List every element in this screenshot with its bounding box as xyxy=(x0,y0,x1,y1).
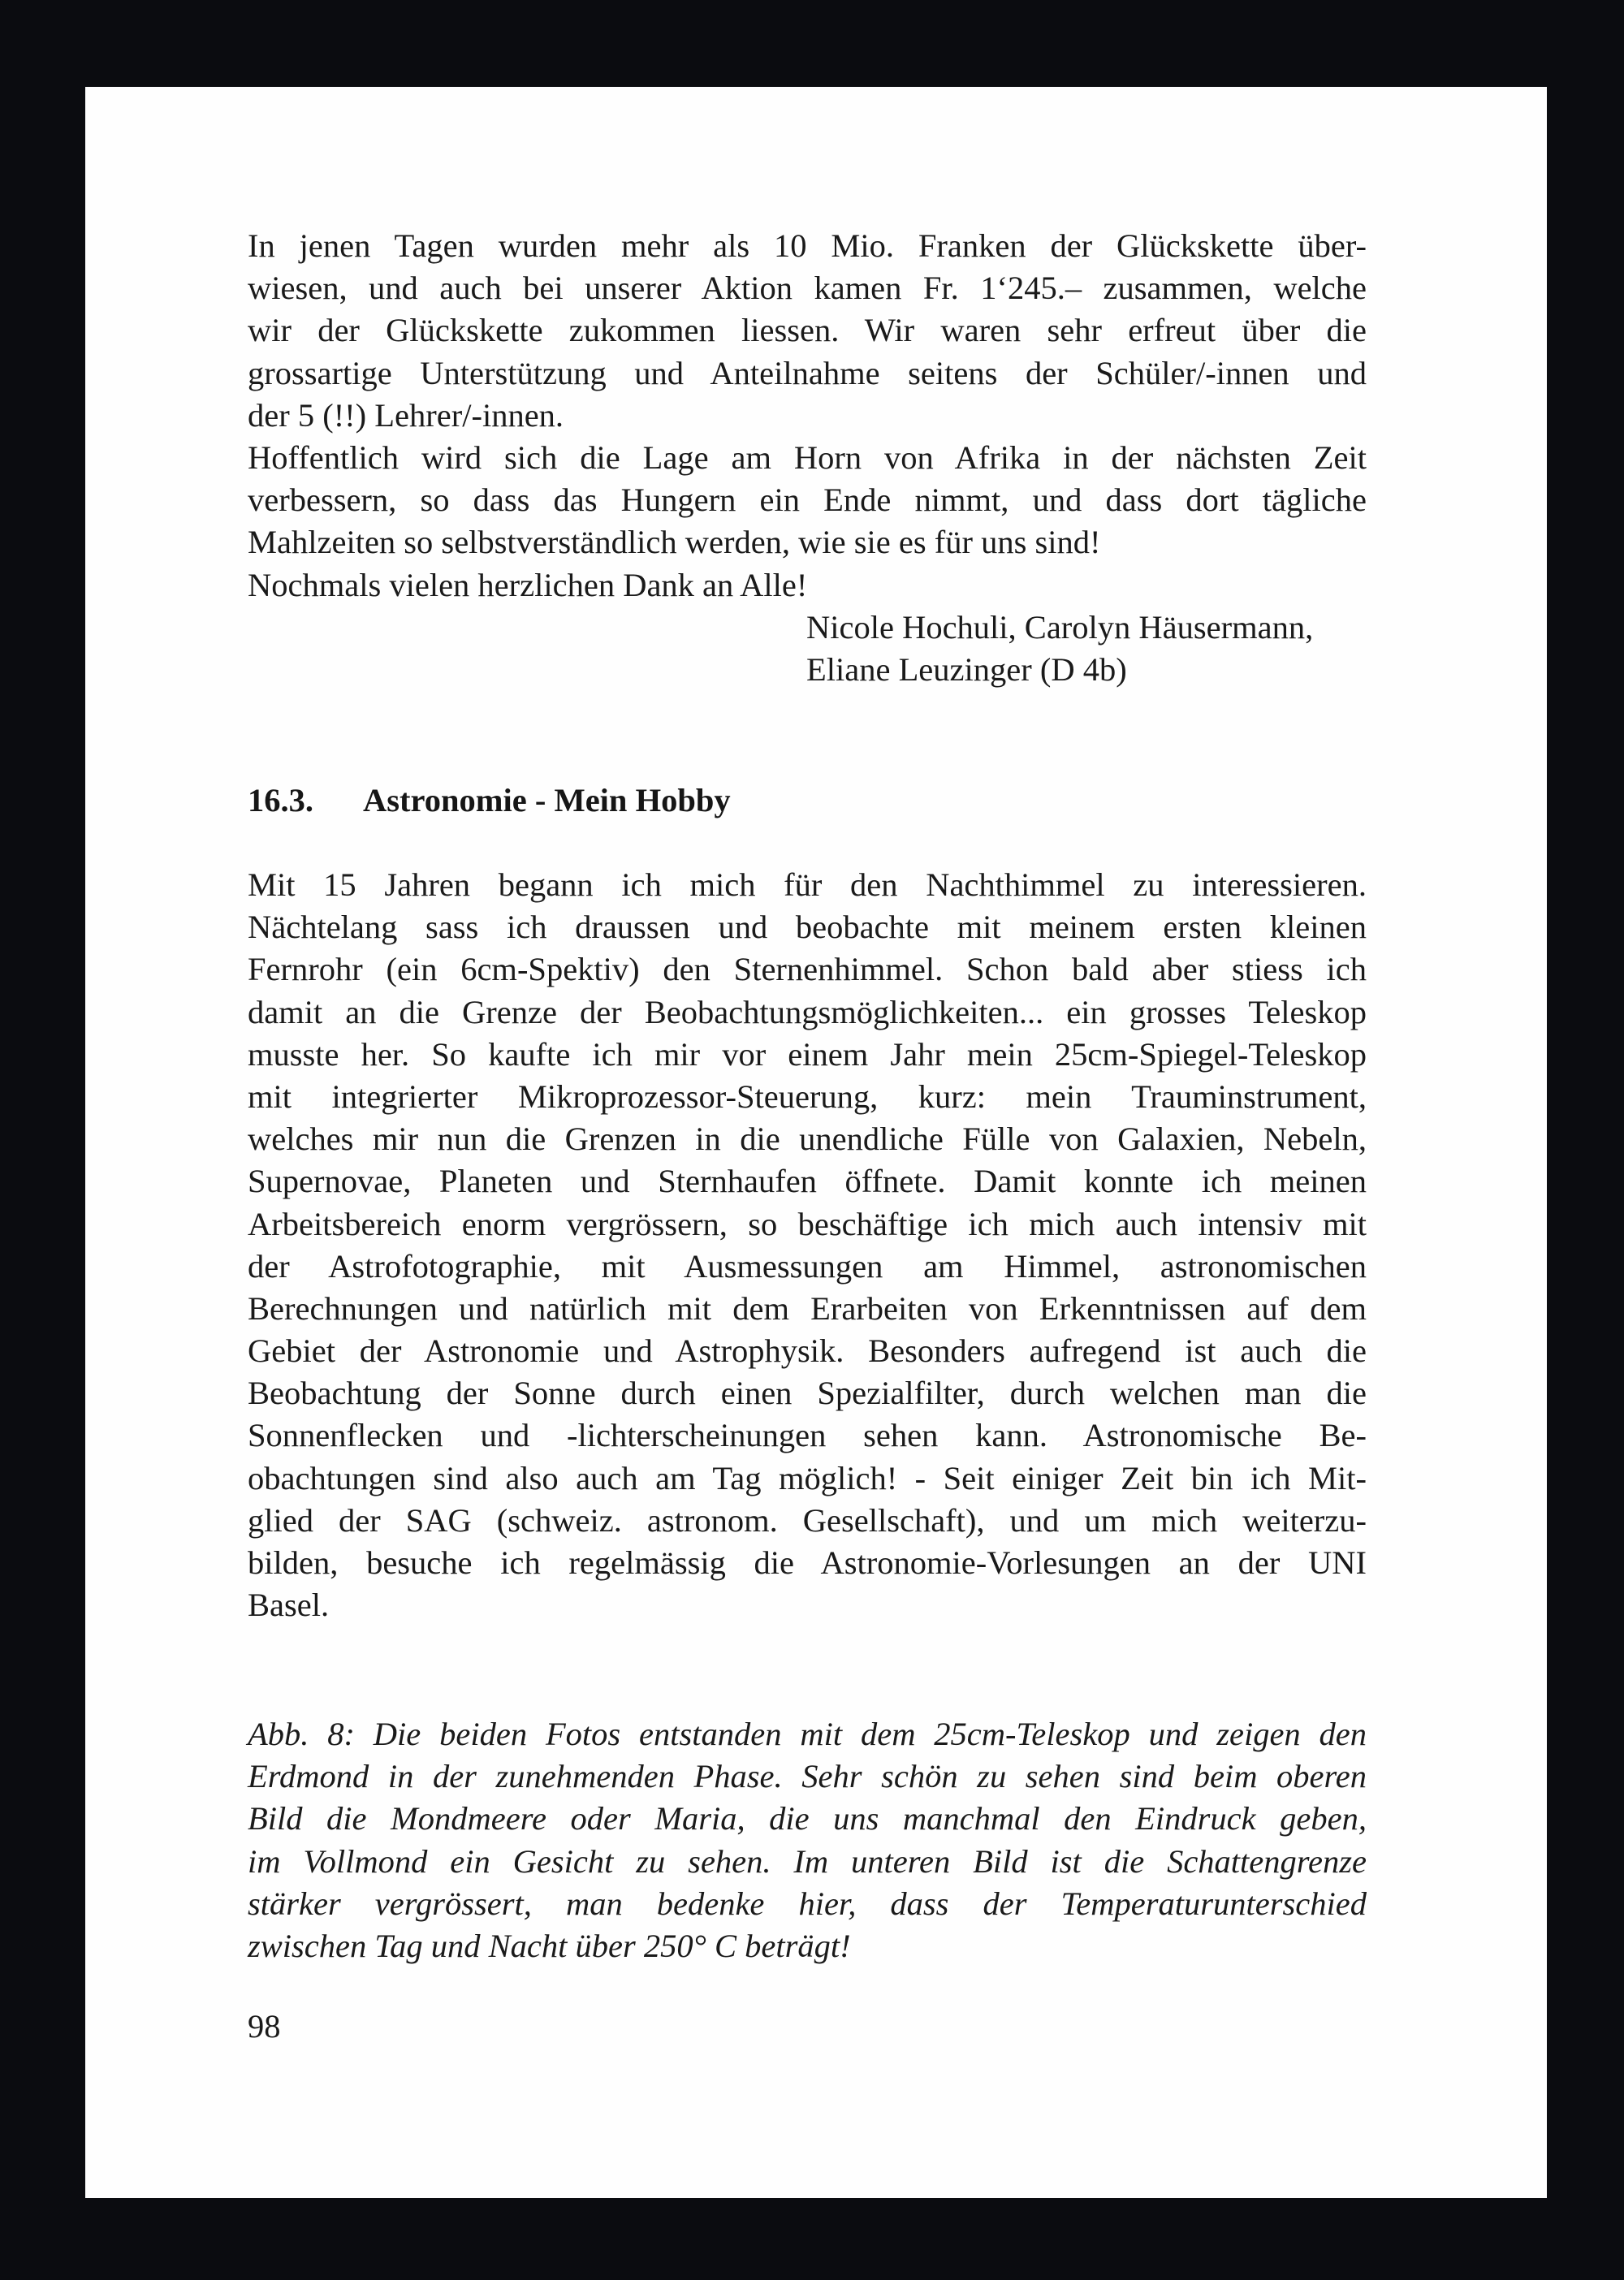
text-line: bilden, besuche ich regelmässig die Astronomie-Vorlesungen an der UNI xyxy=(248,1544,1367,1581)
text-line: Sonnenflecken und -lichterscheinungen sehen kann. Astronomische Be- xyxy=(248,1417,1367,1454)
text-line: obachtungen sind also auch am Tag möglich! - Seit einiger Zeit bin ich Mit- xyxy=(248,1459,1367,1496)
signature-block xyxy=(806,607,1313,691)
text-line: Basel. xyxy=(248,1587,330,1624)
text-line: der Astrofotographie, mit Ausmessungen am Himmel, astronomischen xyxy=(248,1247,1367,1285)
text-line: musste her. So kaufte ich mir vor einem Jahr mein 25cm-Spiegel-Teleskop xyxy=(248,1035,1367,1073)
text-line: Supernovae, Planeten und Sternhaufen öffnete. Damit konnte ich meinen xyxy=(248,1163,1367,1200)
text-line: wir der Glückskette zukommen liessen. Wir waren sehr erfreut über die xyxy=(248,312,1367,349)
caption-line: im Vollmond ein Gesicht zu sehen. Im unteren Bild ist die Schattengrenze xyxy=(248,1842,1367,1880)
paragraph-astronomy-hobby xyxy=(248,864,1367,1626)
text-line: Nächtelang sass ich draussen und beobachte mit meinem ersten kleinen xyxy=(248,909,1367,946)
caption-line: zwischen Tag und Nacht über 250° C beträgt! xyxy=(248,1927,851,1964)
text-line: Beobachtung der Sonne durch einen Spezialfilter, durch welchen man die xyxy=(248,1375,1367,1412)
text-line: Mit 15 Jahren begann ich mich für den Nachthimmel zu interessieren. xyxy=(248,866,1367,903)
text-line: Arbeitsbereich enorm vergrössern, so beschäftige ich mich auch intensiv mit xyxy=(248,1205,1367,1242)
text-line: Gebiet der Astronomie und Astrophysik. Besonders aufregend ist auch die xyxy=(248,1332,1367,1370)
text-line: mit integrierter Mikroprozessor-Steuerung, kurz: mein Trauminstrument, xyxy=(248,1077,1367,1115)
text-line: Nochmals vielen herzlichen Dank an Alle! xyxy=(248,566,808,603)
section-heading xyxy=(248,781,731,819)
text-line: In jenen Tagen wurden mehr als 10 Mio. Franken der Glückskette über- xyxy=(248,227,1367,264)
signature-line: Nicole Hochuli, Carolyn Häusermann, xyxy=(806,609,1314,646)
caption-line: Erdmond in der zunehmenden Phase. Sehr schön zu sehen sind beim oberen xyxy=(248,1758,1367,1795)
text-line: welches mir nun die Grenzen in die unendliche Fülle von Galaxien, Nebeln, xyxy=(248,1121,1367,1158)
page-number: 98 xyxy=(248,2008,281,2045)
text-line: damit an die Grenze der Beobachtungsmöglichkeiten... ein grosses Teleskop xyxy=(248,993,1367,1030)
figure-caption xyxy=(248,1713,1367,1967)
paragraph-donation-report xyxy=(248,225,1367,607)
text-line: Mahlzeiten so selbstverständlich werden, wie sie es für uns sind! xyxy=(248,524,1101,561)
text-line: grossartige Unterstützung und Anteilnahme seitens der Schüler/-innen und xyxy=(248,354,1367,391)
caption-line: Abb. 8: Die beiden Fotos entstanden mit dem 25cm-Teleskop und zeigen den xyxy=(248,1716,1367,1752)
text-line: verbessern, so dass das Hungern ein Ende nimmt, und dass dort tägliche xyxy=(248,481,1367,519)
text-line: Hoffentlich wird sich die Lage am Horn von Afrika in der nächsten Zeit xyxy=(248,438,1367,476)
text-line: Berechnungen und natürlich mit dem Erarbeiten von Erkenntnissen auf dem xyxy=(248,1289,1367,1327)
text-line: der 5 (!!) Lehrer/-innen. xyxy=(248,396,564,434)
text-line: glied der SAG (schweiz. astronom. Gesellschaft), und um mich weiterzu- xyxy=(248,1501,1367,1539)
document-page xyxy=(85,87,1547,2198)
signature-line: Eliane Leuzinger (D 4b) xyxy=(806,651,1127,689)
text-line: Fernrohr (ein 6cm-Spektiv) den Sternenhimmel. Schon bald aber stiess ich xyxy=(248,951,1367,988)
caption-line: stärker vergrössert, man bedenke hier, dass der Temperaturunterschied xyxy=(248,1885,1367,1922)
section-number: 16.3. xyxy=(248,782,313,818)
text-line: wiesen, und auch bei unserer Aktion kamen Fr. 1‘245.– zusammen, welche xyxy=(248,270,1367,307)
caption-line: Bild die Mondmeere oder Maria, die uns manchmal den Eindruck geben, xyxy=(248,1800,1367,1837)
section-title: Astronomie - Mein Hobby xyxy=(363,782,731,818)
